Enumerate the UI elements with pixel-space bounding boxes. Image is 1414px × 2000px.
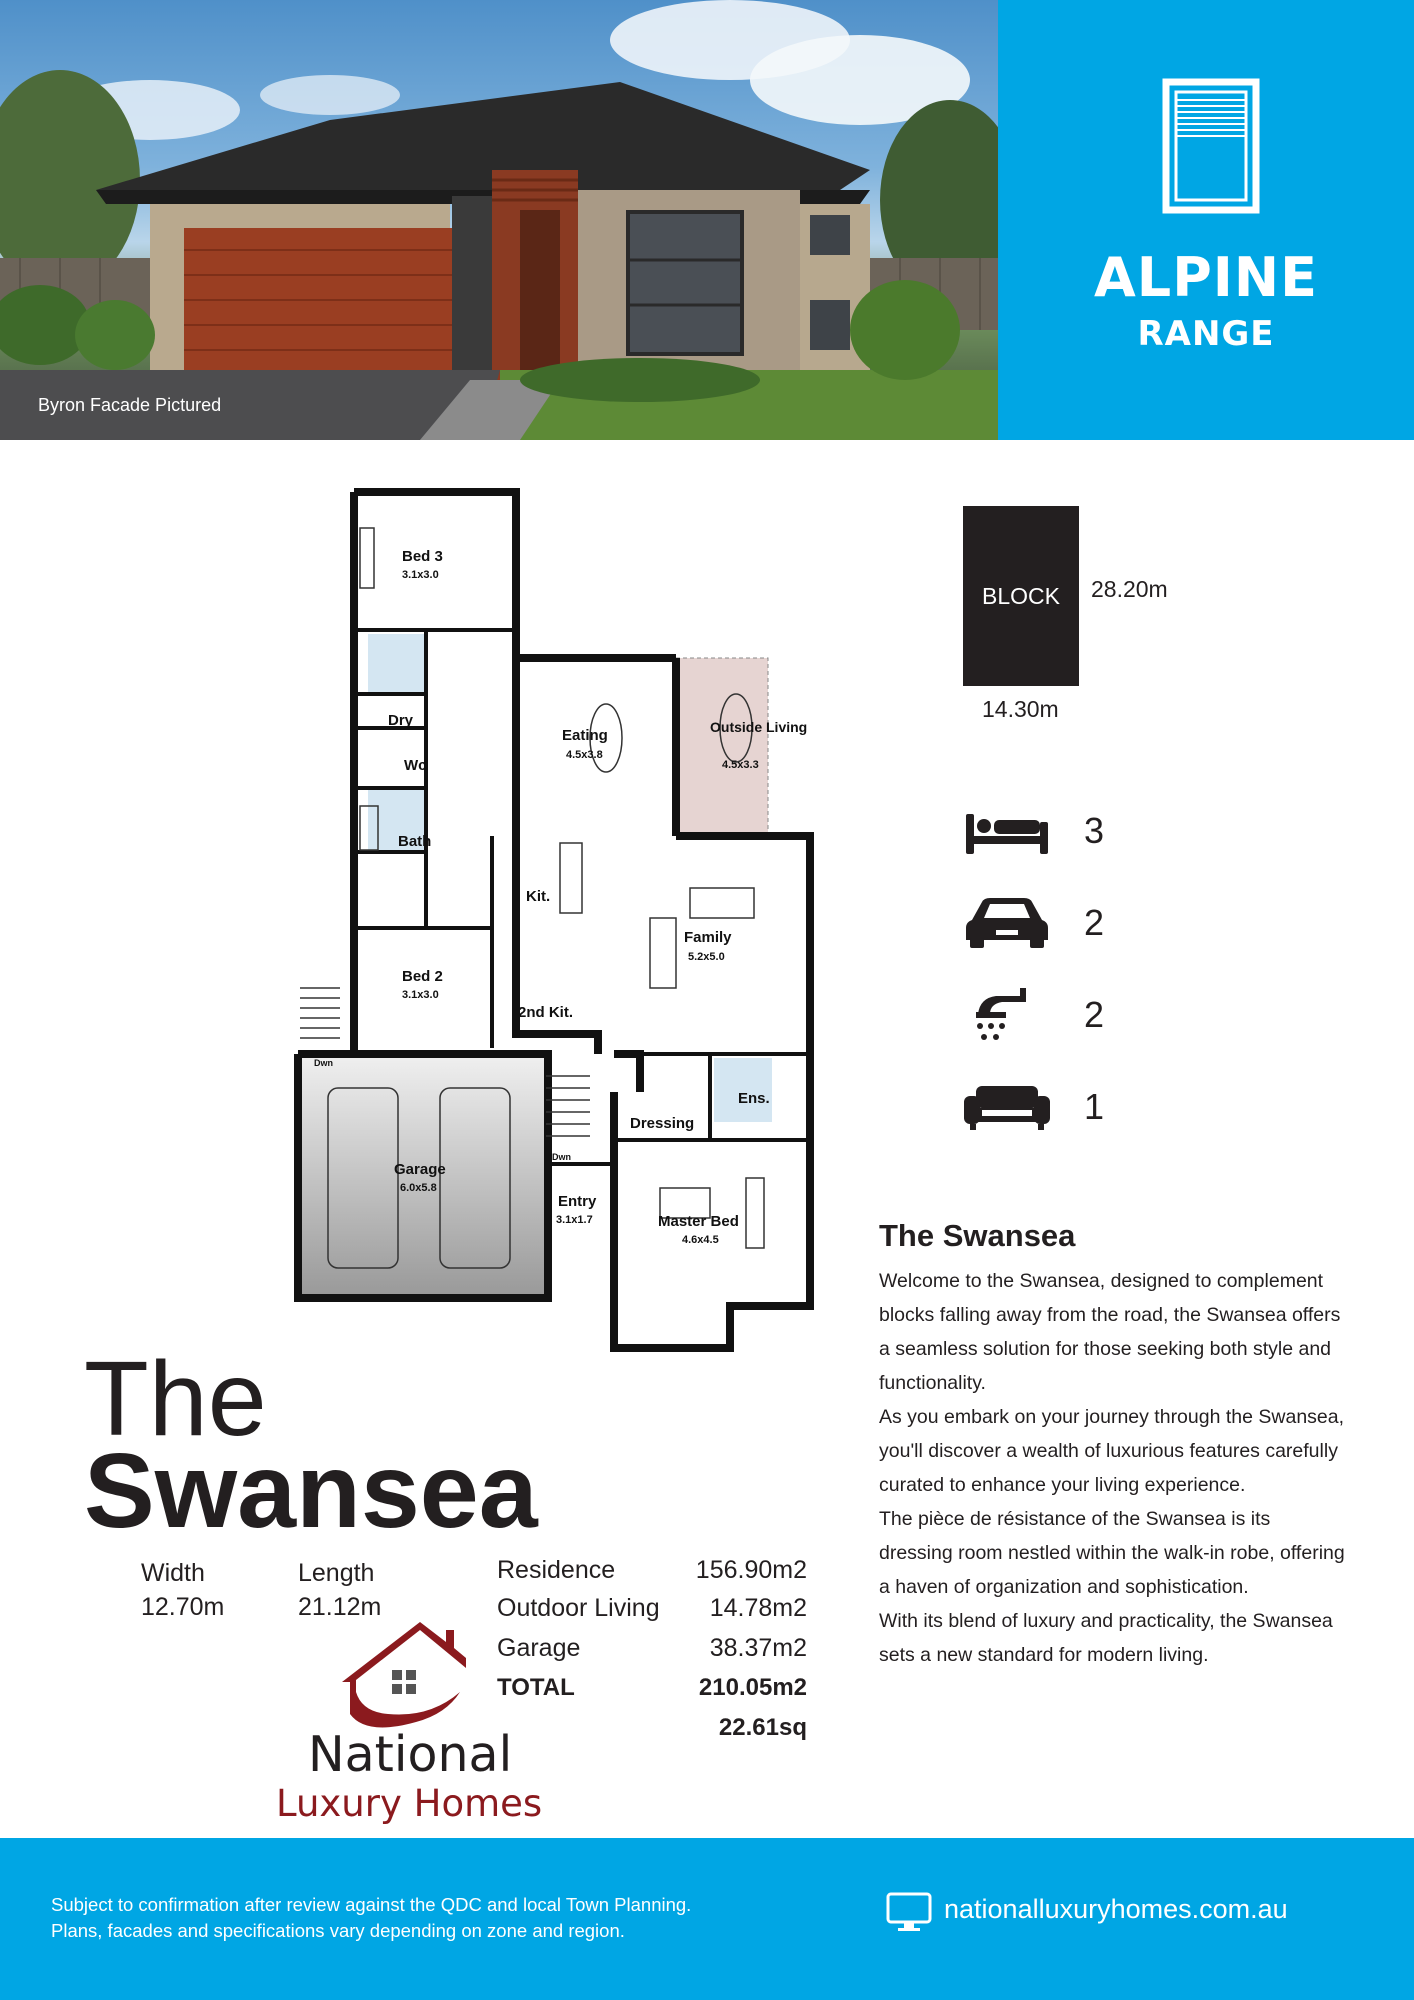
area-label: Garage xyxy=(497,1634,581,1662)
range-title: ALPINE xyxy=(1094,246,1318,309)
range-subtitle: RANGE xyxy=(1137,314,1275,354)
living-feature xyxy=(962,1076,1162,1136)
window-blind-icon xyxy=(1162,78,1260,214)
length-label: Length xyxy=(298,1559,375,1587)
block-width: 14.30m xyxy=(982,696,1059,722)
bedrooms-count: 3 xyxy=(1084,810,1105,851)
room-label: Master Bed xyxy=(658,1213,739,1230)
bathrooms-count: 2 xyxy=(1084,994,1105,1035)
bed-icon xyxy=(962,800,1052,860)
room-label: Bed 2 xyxy=(402,968,443,985)
room-size: 5.2x5.0 xyxy=(688,951,725,963)
room-size: 4.5x3.3 xyxy=(722,759,759,771)
house-roof-logo-icon xyxy=(270,1622,560,1732)
width-label: Width xyxy=(141,1559,205,1587)
description-paragraph: With its blend of luxury and practicality, the Swansea sets a new standard for modern living. xyxy=(879,1610,1333,1666)
footer xyxy=(0,1838,1414,2000)
facade-caption: Byron Facade Pictured xyxy=(38,395,222,415)
room-size: 4.5x3.8 xyxy=(566,749,603,761)
length-value: 21.12m xyxy=(298,1593,382,1621)
garage-count: 2 xyxy=(1084,902,1105,943)
area-value: 156.90m2 xyxy=(695,1556,807,1584)
logo-word-luxury-homes: Luxury Homes xyxy=(276,1782,543,1825)
car-icon xyxy=(962,892,1052,952)
range-panel xyxy=(998,0,1414,440)
area-label: Outdoor Living xyxy=(497,1594,660,1622)
disclaimer-line: Plans, facades and specifications vary depending on zone and region. xyxy=(51,1920,625,1941)
description-body xyxy=(879,1264,1349,1672)
monitor-icon xyxy=(886,1892,932,1932)
sofa-icon xyxy=(962,1076,1052,1136)
room-size: 3.1x3.0 xyxy=(402,569,439,581)
room-label: Family xyxy=(684,929,732,946)
room-label: 2nd Kit. xyxy=(518,1004,573,1021)
living-count: 1 xyxy=(1084,1086,1105,1127)
room-label: Garage xyxy=(394,1161,446,1178)
block-diagram xyxy=(963,506,1079,686)
floor-plan xyxy=(290,488,820,1356)
room-size: 3.1x1.7 xyxy=(556,1214,593,1226)
company-logo xyxy=(270,1622,560,1825)
area-total-value: 210.05m2 xyxy=(698,1674,807,1701)
room-size: 4.6x4.5 xyxy=(682,1234,719,1246)
room-label: Bed 3 xyxy=(402,548,443,565)
room-size: 6.0x5.8 xyxy=(400,1182,437,1194)
room-label: Bath xyxy=(398,833,432,850)
stair-label: Dwn xyxy=(552,1152,571,1162)
block-label: BLOCK xyxy=(982,582,1060,609)
garage-feature xyxy=(962,892,1162,952)
area-total-label: TOTAL xyxy=(497,1674,575,1701)
room-label: Wc xyxy=(404,757,427,774)
room-size: 3.1x3.0 xyxy=(402,989,439,1001)
bedrooms-feature xyxy=(962,800,1162,860)
description-paragraph: Welcome to the Swansea, designed to complement blocks falling away from the road, the Swansea offers a seamless solution for those seeking both style and functionality. xyxy=(879,1270,1341,1394)
stair-label: Dwn xyxy=(314,1058,333,1068)
design-name-line2: Swansea xyxy=(84,1432,538,1550)
logo-word-national: National xyxy=(308,1726,513,1783)
room-label: Dressing xyxy=(630,1115,695,1132)
width-value: 12.70m xyxy=(141,1593,225,1621)
room-label: Kit. xyxy=(526,888,551,905)
area-value: 38.37m2 xyxy=(709,1634,807,1662)
area-label: Residence xyxy=(497,1556,616,1584)
description-paragraph: The pièce de résistance of the Swansea is its dressing room nestled within the walk-in robe, offering a haven of organization and sophistication. xyxy=(879,1508,1345,1598)
area-value: 14.78m2 xyxy=(709,1594,807,1622)
room-label: Ens. xyxy=(738,1090,770,1107)
shower-icon xyxy=(962,984,1052,1044)
area-squares-value: 22.61sq xyxy=(718,1714,807,1741)
room-label: Eating xyxy=(562,727,608,744)
design-name-line1: The xyxy=(84,1340,267,1458)
website-url[interactable]: nationalluxuryhomes.com.au xyxy=(944,1894,1288,1924)
disclaimer-line: Subject to confirmation after review against the QDC and local Town Planning. xyxy=(51,1894,692,1915)
bathrooms-feature xyxy=(962,984,1162,1044)
disclaimer xyxy=(51,1892,811,1944)
room-label: Dry xyxy=(388,712,414,729)
description-paragraph: As you embark on your journey through the Swansea, you'll discover a wealth of luxurious features carefully curated to enhance your living experience. xyxy=(879,1406,1345,1496)
house-facade-illustration xyxy=(0,0,998,440)
area-row xyxy=(497,1556,807,1590)
facade-image xyxy=(0,0,998,440)
room-label: Entry xyxy=(558,1193,597,1210)
description-title: The Swansea xyxy=(879,1218,1076,1253)
block-depth: 28.20m xyxy=(1091,576,1168,602)
room-label: Outside Living xyxy=(710,719,808,735)
